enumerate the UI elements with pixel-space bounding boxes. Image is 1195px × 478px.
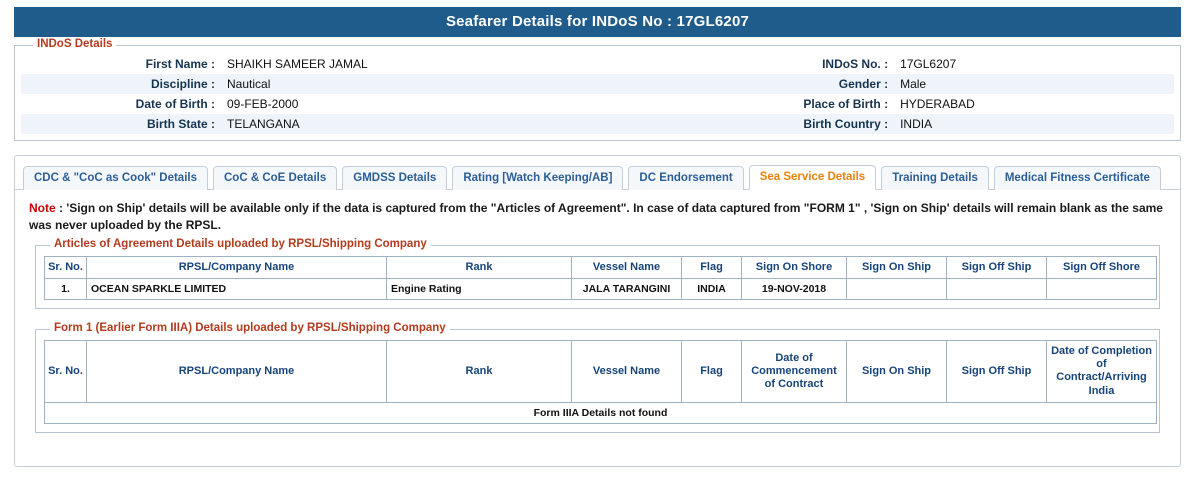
tab-bar — [15, 156, 1180, 190]
cell-sr-no: 1. — [45, 278, 87, 299]
indos-no-value: 17GL6207 — [900, 57, 957, 71]
form1-legend: Form 1 (Earlier Form IIIA) Details uploaded by RPSL/Shipping Company — [50, 322, 450, 334]
col-date-of-completion-of-contract: Date of Completion of Contract/Arriving India — [1047, 340, 1157, 402]
date-of-birth-value: 09-FEB-2000 — [227, 97, 299, 111]
cell-rank: Engine Rating — [387, 278, 572, 299]
cell-sign-off-ship — [947, 278, 1047, 299]
first-name-label: First Name : — [145, 57, 215, 71]
indos-details-panel — [14, 38, 1181, 141]
tab-training-details[interactable]: Training Details — [881, 166, 989, 191]
tabs-panel — [14, 155, 1181, 467]
col-sign-on-ship: Sign On Ship — [847, 340, 947, 402]
gender-value: Male — [900, 77, 927, 91]
table-header-row — [45, 256, 1157, 278]
birth-country-label: Birth Country : — [803, 117, 889, 131]
table-row — [45, 278, 1157, 299]
articles-of-agreement-section — [35, 237, 1160, 309]
articles-of-agreement-table — [44, 256, 1157, 300]
col-sign-on-ship: Sign On Ship — [847, 256, 947, 278]
form1-table — [44, 340, 1157, 424]
col-sign-off-ship: Sign Off Ship — [947, 256, 1047, 278]
col-sign-off-shore: Sign Off Shore — [1047, 256, 1157, 278]
col-vessel-name: Vessel Name — [572, 256, 682, 278]
sea-service-note — [29, 200, 1166, 235]
discipline-label: Discipline : — [150, 77, 215, 91]
cell-sign-on-shore: 19-NOV-2018 — [742, 278, 847, 299]
col-rpsl-company-name: RPSL/Company Name — [87, 340, 387, 402]
table-row — [21, 54, 1174, 74]
cell-sign-on-ship — [847, 278, 947, 299]
indos-details-table — [21, 54, 1174, 134]
indos-no-label: INDoS No. : — [822, 57, 889, 71]
gender-label: Gender : — [838, 77, 889, 91]
col-vessel-name: Vessel Name — [572, 340, 682, 402]
birth-state-value: TELANGANA — [227, 117, 300, 131]
col-date-of-commencement-of-contract: Date of Commencement of Contract — [742, 340, 847, 402]
indos-details-legend: INDoS Details — [33, 38, 116, 50]
discipline-value: Nautical — [227, 77, 271, 91]
table-header-row — [45, 340, 1157, 402]
col-flag: Flag — [682, 256, 742, 278]
tab-gmdss-details[interactable]: GMDSS Details — [342, 166, 447, 191]
cell-flag: INDIA — [682, 278, 742, 299]
table-row — [21, 114, 1174, 134]
cell-vessel: JALA TARANGINI — [572, 278, 682, 299]
cell-sign-off-shore — [1047, 278, 1157, 299]
col-rank: Rank — [387, 256, 572, 278]
table-row — [21, 74, 1174, 94]
col-sign-on-shore: Sign On Shore — [742, 256, 847, 278]
articles-of-agreement-legend: Articles of Agreement Details uploaded by RPSL/Shipping Company — [50, 238, 431, 250]
table-row — [21, 94, 1174, 114]
tab-sea-service-details[interactable]: Sea Service Details — [749, 165, 877, 191]
note-prefix: Note — [29, 201, 56, 215]
sea-service-details-content — [15, 190, 1180, 433]
tab-dc-endorsement[interactable]: DC Endorsement — [628, 166, 743, 191]
first-name-value: SHAIKH SAMEER JAMAL — [227, 57, 368, 71]
note-text: : 'Sign on Ship' details will be available only if the data is captured from the "Articles of Agreement". In case of data captured from "FORM 1" , 'Sign on Ship' details will remain blank as the same was never uploaded by the RPSL. — [29, 201, 1163, 233]
col-sign-off-ship: Sign Off Ship — [947, 340, 1047, 402]
col-sr-no: Sr. No. — [45, 256, 87, 278]
col-flag: Flag — [682, 340, 742, 402]
form1-section — [35, 321, 1160, 433]
place-of-birth-label: Place of Birth : — [803, 97, 889, 111]
col-sr-no: Sr. No. — [45, 340, 87, 402]
col-rank: Rank — [387, 340, 572, 402]
tab-coc-coe-details[interactable]: CoC & CoE Details — [213, 166, 337, 191]
table-row — [45, 402, 1157, 423]
tab-medical-fitness-certificate[interactable]: Medical Fitness Certificate — [994, 166, 1161, 191]
form1-empty-message: Form IIIA Details not found — [45, 402, 1157, 423]
col-rpsl-company-name: RPSL/Company Name — [87, 256, 387, 278]
birth-country-value: INDIA — [900, 117, 933, 131]
tab-cdc-coc-as-cook-details[interactable]: CDC & "CoC as Cook" Details — [23, 166, 208, 191]
cell-company: OCEAN SPARKLE LIMITED — [87, 278, 387, 299]
place-of-birth-value: HYDERABAD — [900, 97, 975, 111]
date-of-birth-label: Date of Birth : — [135, 97, 215, 111]
page-title: Seafarer Details for INDoS No : 17GL6207 — [14, 7, 1181, 37]
birth-state-label: Birth State : — [146, 117, 215, 131]
tab-rating-watch-keeping-ab[interactable]: Rating [Watch Keeping/AB] — [452, 166, 623, 191]
